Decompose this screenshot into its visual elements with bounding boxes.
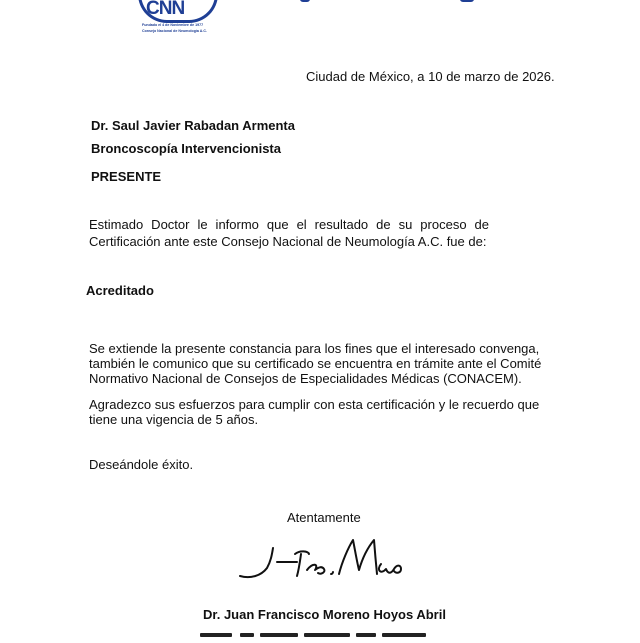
certification-status: Acreditado [86,283,154,298]
certificate-paragraph: Se extiende la presente constancia para los fines que el interesado convenga, también le comunico que su certificado se encuentra en trámite ante el Comité Normativo Nacional de Consejos de Especialidades Médicas (CONACEM). [89,341,542,386]
signer-name: Dr. Juan Francisco Moreno Hoyos Abril [203,607,446,622]
recipient-name: Dr. Saul Javier Rabadan Armenta [91,118,295,133]
recipient-title: Broncoscopía Intervencionista [91,141,281,156]
logo-council-line: Consejo Nacional de Neumología A.C. [142,29,207,33]
result-paragraph: Estimado Doctor le informo que el resultado de su proceso de Certificación ante este Consejo Nacional de Neumología A.C. fue de: [89,217,489,249]
header-title-cutoff [300,0,480,2]
signature-image [235,526,410,588]
signer-title-cutoff [200,633,440,643]
logo-text: CNN [146,0,185,19]
closing-text: Atentamente [287,510,361,525]
salutation-heading: PRESENTE [91,169,162,184]
validity-paragraph: Agradezco sus esfuerzos para cumplir con esta certificación y le recuerdo que tiene una vigencia de 5 años. [89,397,540,427]
letter-date: Ciudad de México, a 10 de marzo de 2026. [306,69,555,84]
cnn-logo [132,0,224,38]
farewell-text: Deseándole éxito. [89,457,194,472]
logo-founded-line: Fundado el 4 de Noviembre de 1977 [142,23,204,27]
